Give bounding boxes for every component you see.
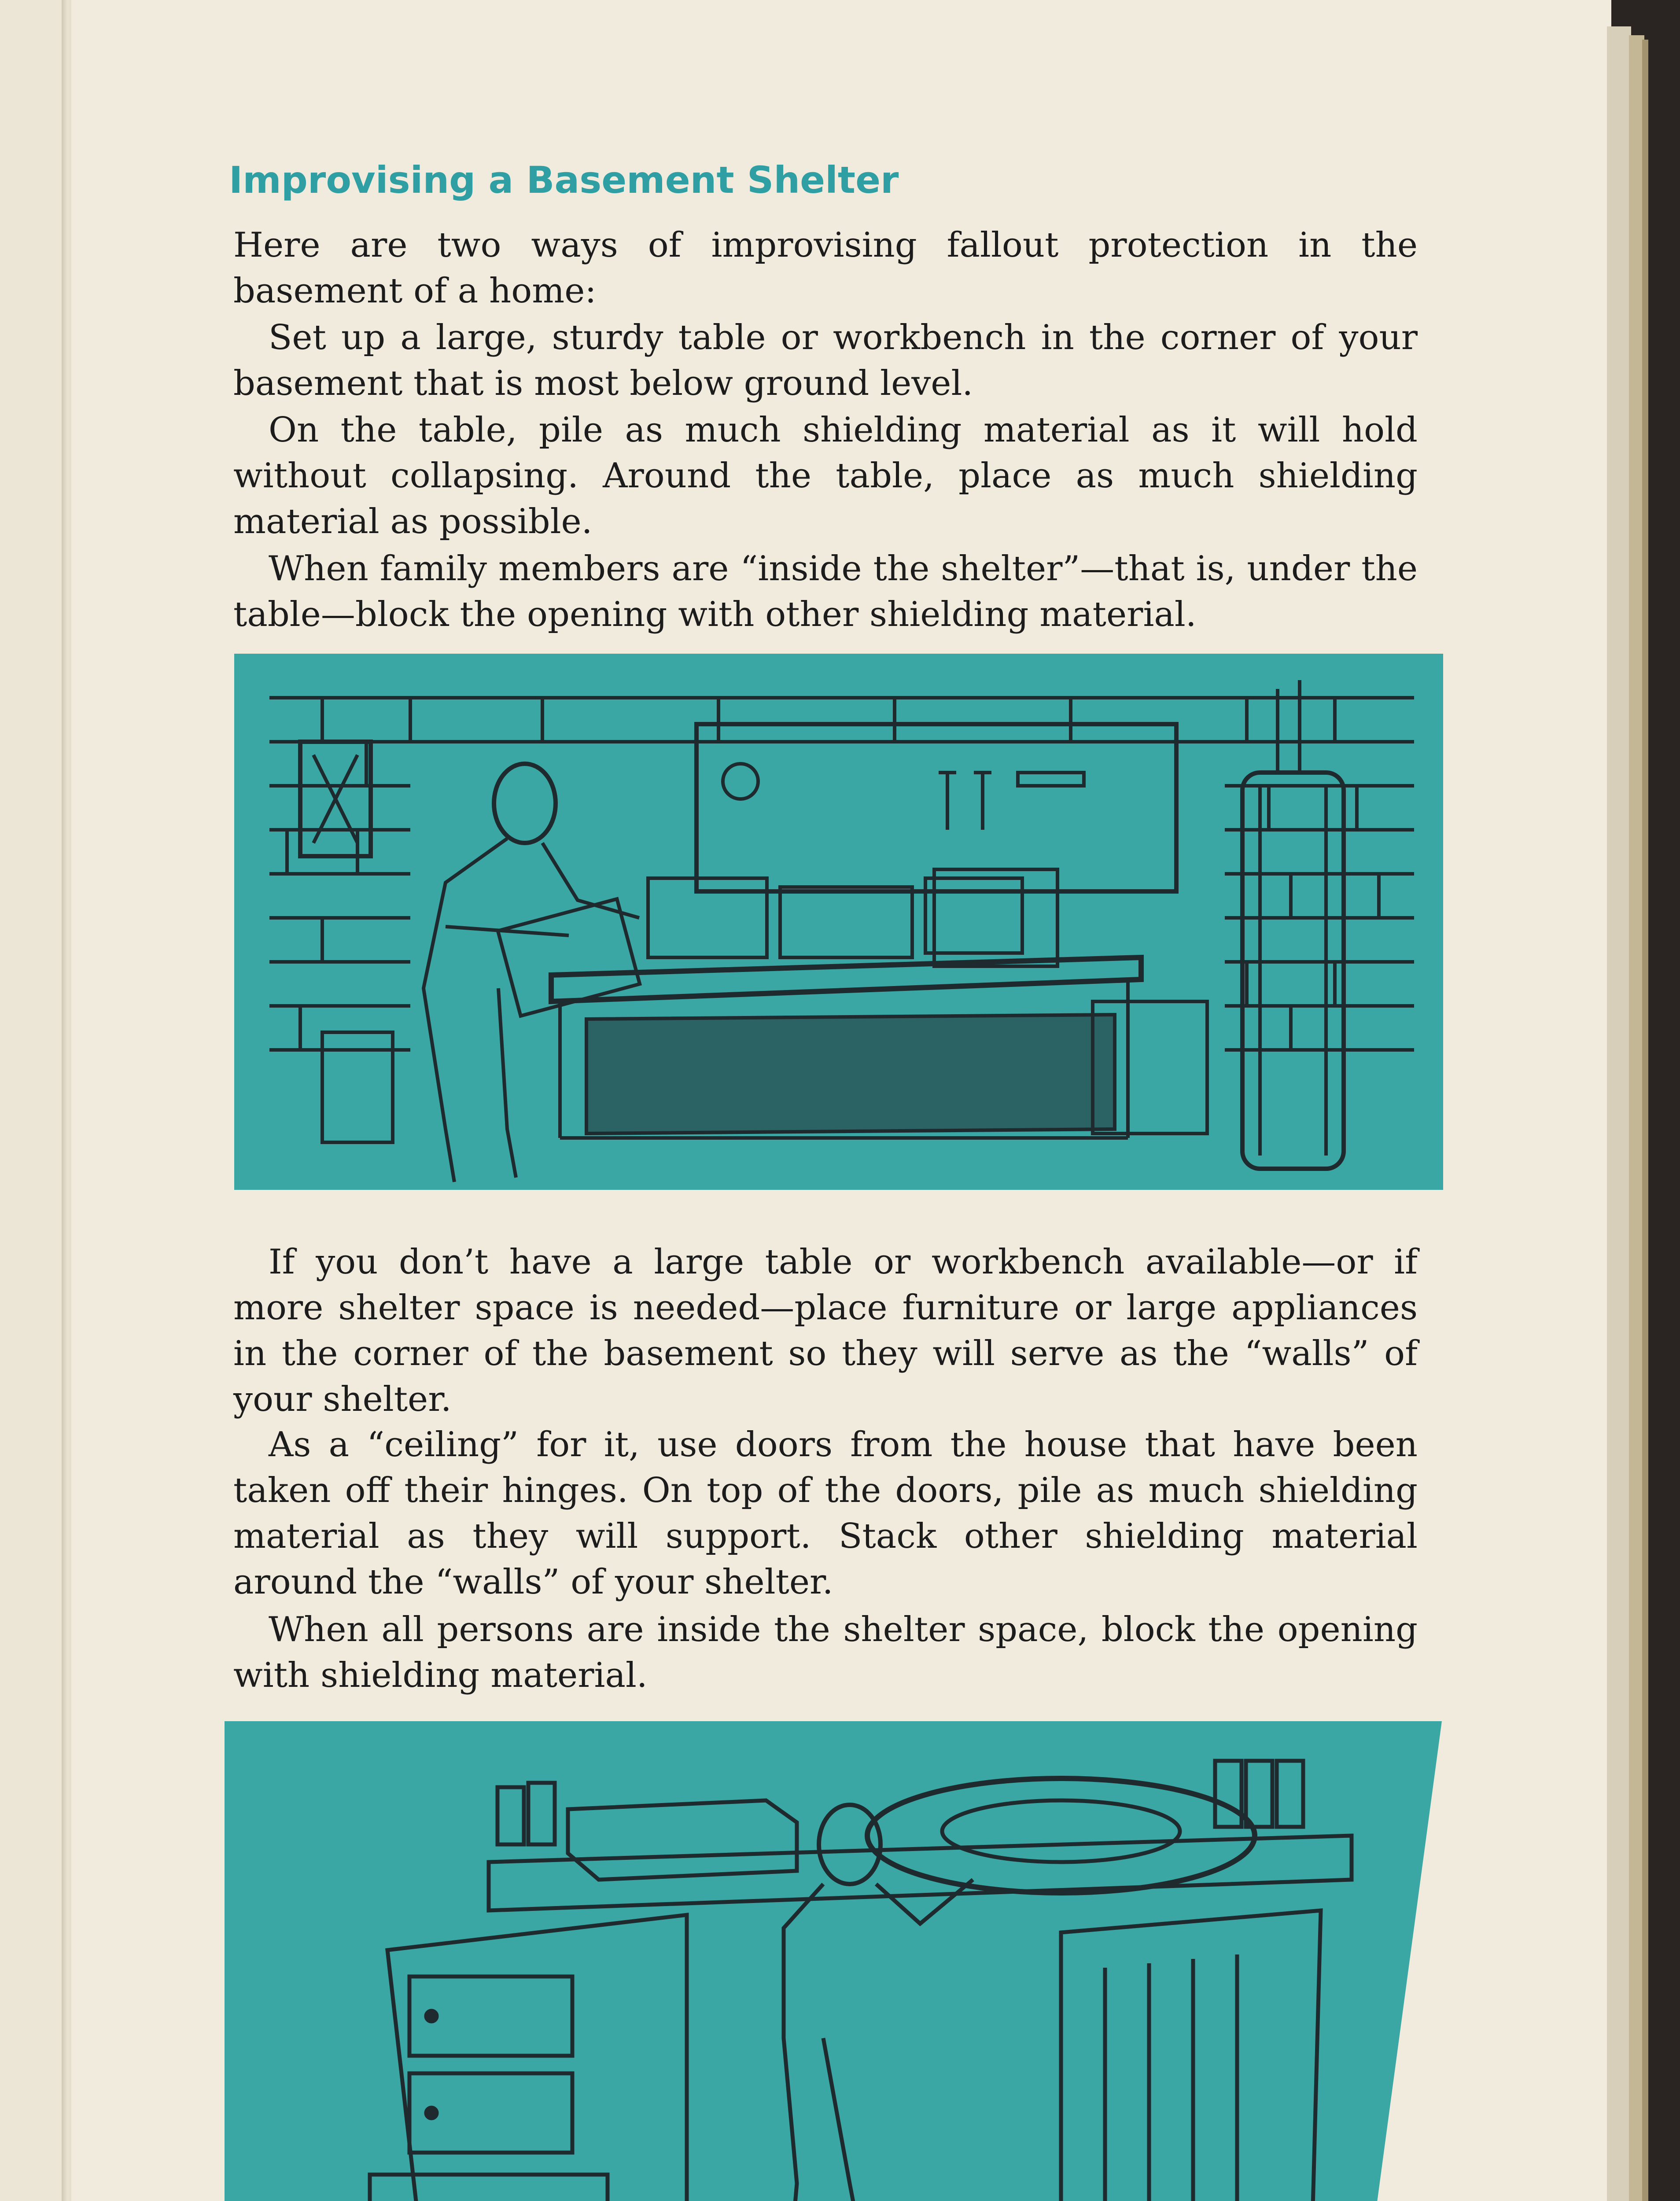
workbench-shelter-illustration (234, 654, 1443, 1190)
paragraph: On the table, pile as much shielding material as it will hold without collapsing. Around the table, place as much shielding material as possible. (233, 410, 1418, 541)
furniture-shelter-illustration (225, 1721, 1442, 2201)
paragraph: When family members are “inside the shelter”—that is, under the table—block the opening with other shielding material. (233, 549, 1418, 634)
section-heading: Improvising a Basement Shelter (229, 158, 899, 202)
paragraph: As a “ceiling” for it, use doors from the house that have been taken off their hinges. On top of the doors, pile as much shielding material as they will support. Stack other shielding material around the “walls” of your shelter. (233, 1425, 1418, 1602)
paragraph: Here are two ways of improvising fallout protection in the basement of a home: (233, 225, 1418, 311)
page-edge (1642, 40, 1648, 2201)
paragraph: If you don’t have a large table or workbench available—or if more shelter space is needed—place furniture or large appliances in the corner of the basement so they will serve as the “walls” of your shelter. (233, 1242, 1418, 1419)
paragraph: Set up a large, sturdy table or workbench in the corner of your basement that is most below ground level. (233, 318, 1418, 403)
paragraph: When all persons are inside the shelter space, block the opening with shielding material. (233, 1610, 1418, 1695)
page-edge (1607, 26, 1631, 2201)
book-gutter (62, 0, 71, 2201)
left-page-edge (0, 0, 66, 2201)
